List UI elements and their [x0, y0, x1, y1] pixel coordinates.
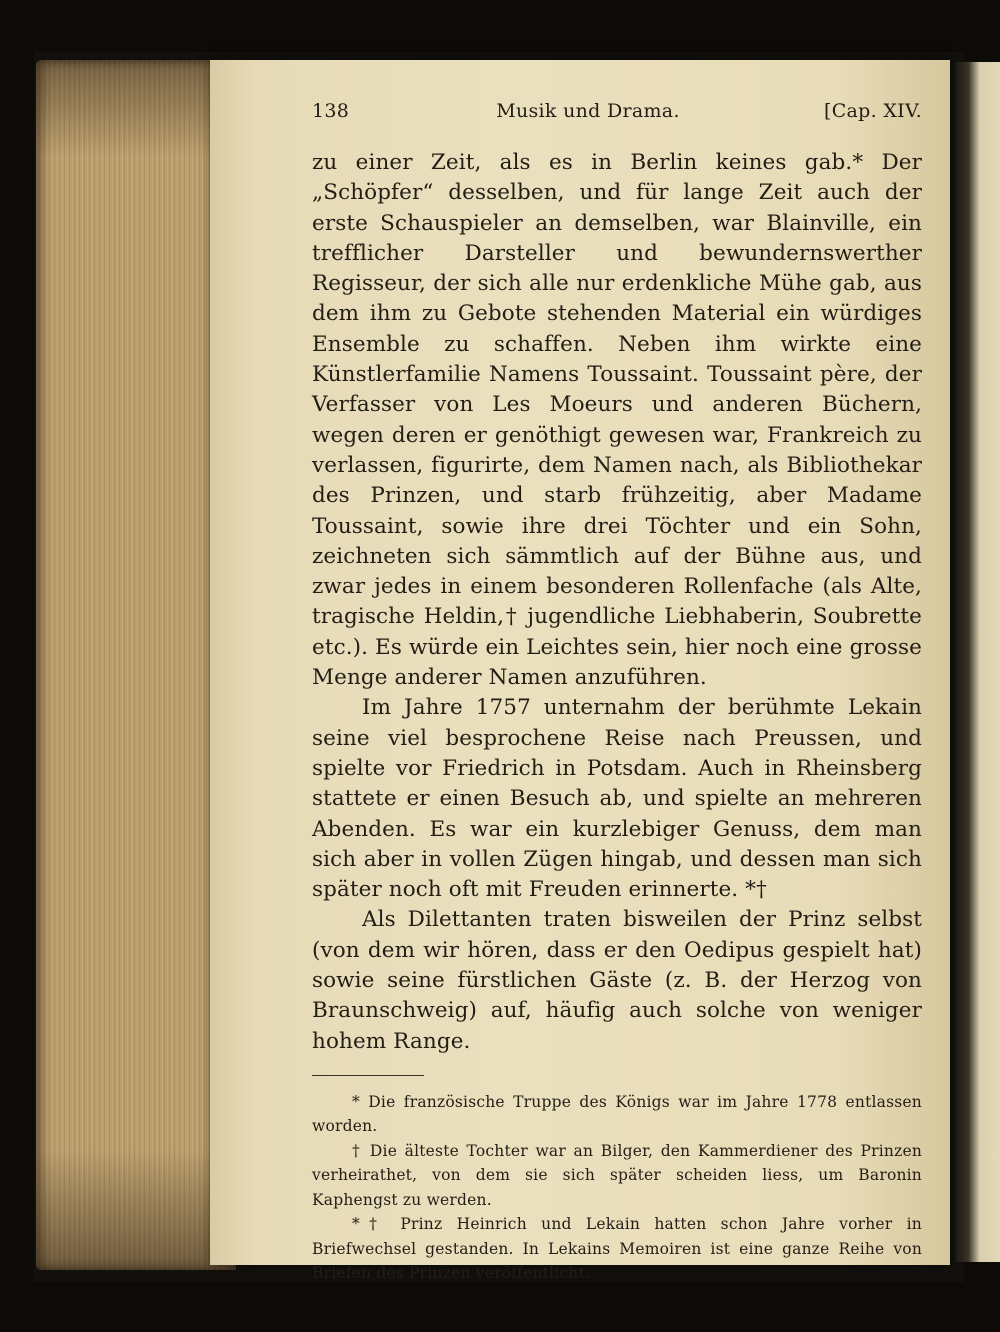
body-text: [312, 148, 922, 1057]
footnote-rule: [312, 1075, 424, 1076]
page-content: [312, 100, 922, 1286]
footnote-2: † Die älteste Tochter war an Bilger, den Kammerdiener des Prinzen verheirathet, von dem sie sich später scheiden liess, um Baronin Kaphengst zu werden.: [312, 1141, 922, 1209]
paragraph-1: zu einer Zeit, als es in Berlin keines gab.* Der „Schöpfer“ desselben, und für lange Zeit auch der erste Schauspieler an demselben, war Blainville, ein trefflicher Darsteller und bewundernswerther Regisseur, der sich alle nur erdenkliche Mühe gab, aus dem ihm zu Gebote stehenden Material ein würdiges Ensemble zu schaffen. Neben ihm wirkte eine Künstlerfamilie Namens Toussaint. Toussaint père, der Verfasser von Les Moeurs und anderen Büchern, wegen deren er genöthigt gewesen war, Frankreich zu verlassen, figurirte, dem Namen nach, als Bibliothekar des Prinzen, und starb frühzeitig, aber Madame Toussaint, sowie ihre drei Töchter und ein Sohn, zeichneten sich sämmtlich auf der Bühne aus, und zwar jedes in einem besonderen Rollenfache (als Alte, tragische Heldin,† jugendliche Liebhaberin, Soubrette etc.). Es würde ein Leichtes sein, hier noch eine grosse Menge anderer Namen anzuführen.: [312, 150, 922, 691]
facing-page-fragment: i: [991, 1148, 996, 1164]
footnote-3: *† Prinz Heinrich und Lekain hatten schon Jahre vorher in Briefwechsel gestanden. In Lekains Memoiren ist eine ganze Reihe von Briefen des Prinzen veröffentlicht.: [312, 1215, 922, 1283]
page-edges: [36, 60, 236, 1270]
running-header: [312, 100, 922, 130]
paragraph-3: Als Dilettanten traten bisweilen der Prinz selbst (von dem wir hören, dass er den Oedipus gespielt hat) sowie seine fürstlichen Gäste (z. B. der Herzog von Braunschweig) auf, häufig auch solche von weniger hohem Range.: [312, 907, 922, 1054]
footnote-1: * Die französische Truppe des Königs war im Jahre 1778 entlassen worden.: [312, 1092, 922, 1136]
chapter-label: [Cap. XIV.: [824, 100, 922, 122]
footnotes: [312, 1090, 922, 1286]
page-number: 138: [312, 100, 350, 122]
running-title: Musik und Drama.: [496, 100, 680, 122]
paragraph-2: Im Jahre 1757 unternahm der berühmte Lekain seine viel besprochene Reise nach Preussen, und spielte vor Friedrich in Potsdam. Auch in Rheinsberg stattete er einen Besuch ab, und spielte an mehreren Abenden. Es war ein kurzlebiger Genuss, dem man sich aber in vollen Zügen hingab, und dessen man sich später noch oft mit Freuden erinnerte. *†: [312, 695, 922, 903]
facing-page-edge: [955, 62, 1000, 1262]
